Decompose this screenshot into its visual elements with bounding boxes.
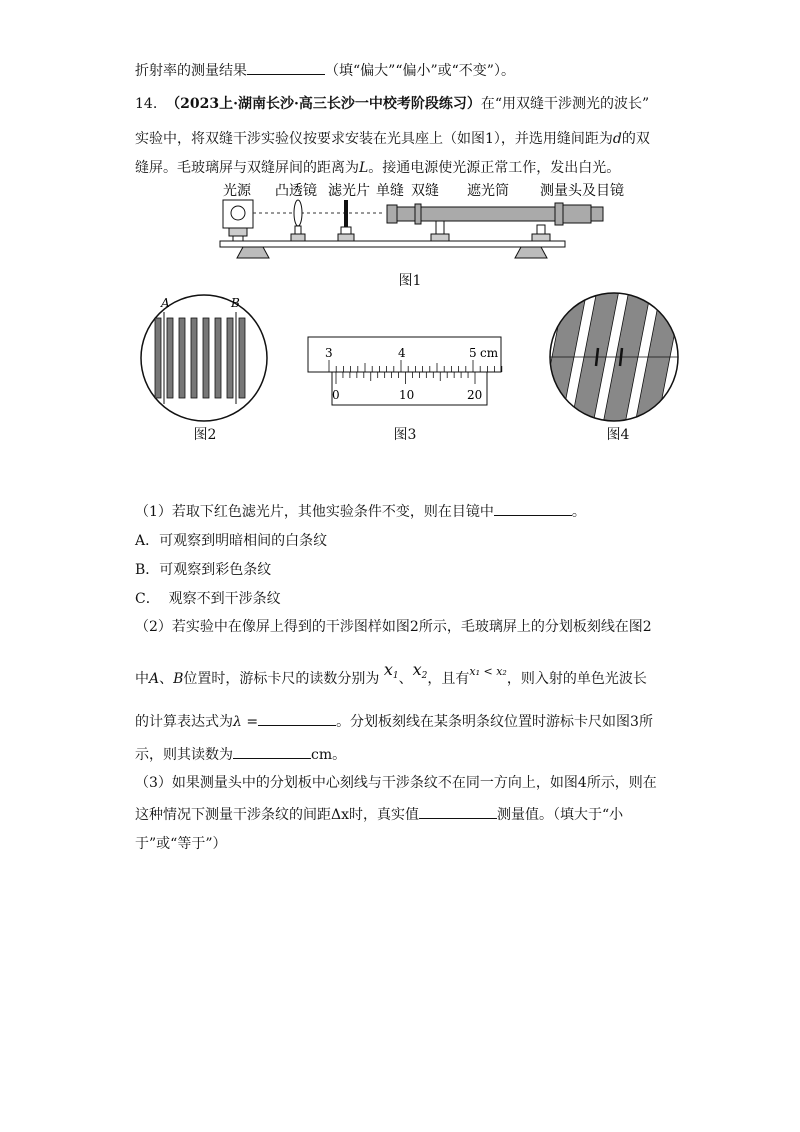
wavelength-formula-blank[interactable] (258, 711, 336, 726)
option-c[interactable] (135, 589, 281, 609)
figure1-apparatus (215, 180, 624, 270)
figure3-caption: 图3 (393, 427, 417, 443)
text: 。接通电源使光源正常工作，发出白光。 (368, 160, 621, 176)
option-letter: A． (135, 533, 160, 549)
text: 示，则其读数为 (135, 747, 233, 763)
text: 在“用双缝干涉测光的波长” (480, 96, 650, 112)
tube-stand-right (537, 225, 545, 234)
text: （3）如果测量头中的分划板中心刻线与干涉条纹不在同一方向上，如图4所示，则在 (135, 775, 657, 791)
text: 缝屏。毛玻璃屏与双缝屏间的距离为 (135, 160, 359, 176)
tube-base-left (431, 234, 449, 241)
text: 测量值。（填大于“小 (497, 807, 624, 823)
question-intro-line (135, 158, 620, 178)
eyepiece-end (591, 207, 603, 221)
x2-sub: 2 (421, 671, 428, 681)
main-scale-number: 3 (325, 346, 333, 360)
source-stand (233, 236, 243, 241)
part3-line (135, 804, 623, 825)
part1-question (135, 501, 586, 522)
text: 的双 (621, 131, 650, 147)
vernier-number: 20 (467, 388, 483, 402)
measuring-head (555, 203, 563, 225)
part3-line (135, 773, 657, 793)
x1-base: x (383, 660, 393, 679)
var-l: L (359, 160, 369, 176)
text: ，且有 (427, 671, 470, 687)
text: 这种情况下测量干涉条纹的间距Δx时，真实值 (135, 807, 420, 823)
text: （1）若取下红色滤光片，其他实验条件不变，则在目镜中 (135, 504, 494, 520)
fringe (227, 318, 233, 398)
main-scale-number: 5 (469, 346, 477, 360)
fig1-label-tube: 遮光筒 (467, 183, 509, 199)
text: 、 (159, 671, 174, 687)
fringe (191, 318, 197, 398)
text: 、 (398, 671, 413, 687)
source-holder (229, 228, 247, 236)
fringe (167, 318, 173, 398)
figure1-caption: 图1 (398, 273, 422, 289)
unit-label: cm (480, 346, 499, 360)
fig1-label-lens: 凸透镜 (275, 183, 317, 199)
text: （2）若实验中在像屏上得到的干涉图样如图2所示，毛玻璃屏上的分划板刻线在图2 (135, 619, 652, 635)
text: 实验中，将双缝干涉实验仪按要求安装在光具座上（如图1），并选用缝间距为 (135, 131, 613, 147)
fig1-label-single-slit: 单缝 (376, 183, 404, 199)
fringe (155, 318, 161, 398)
vernier-number: 0 (332, 388, 340, 402)
label-a: A (161, 296, 170, 310)
label-b: B (231, 296, 240, 310)
lambda-symbol: λ = (233, 714, 259, 730)
fig1-label-double-slit: 双缝 (411, 183, 439, 199)
figure2-interference-pattern (134, 292, 274, 424)
question-source: （2023上·湖南长沙·高三长沙一中校考阶段练习） (166, 96, 481, 112)
option-letter: B． (135, 562, 160, 578)
double-slit-holder (415, 204, 421, 224)
lens-base (291, 234, 305, 241)
option-b[interactable] (135, 560, 271, 580)
option-letter: C． (135, 591, 160, 607)
option-a[interactable] (135, 531, 327, 551)
var-b: B (173, 671, 184, 687)
figure2-caption: 图2 (193, 427, 217, 443)
text: cm。 (311, 747, 347, 763)
fringe (239, 318, 245, 398)
answer-blank[interactable] (494, 501, 572, 516)
answer-blank[interactable] (247, 60, 325, 75)
part2-line (135, 711, 653, 732)
option-text: 可观察到彩色条纹 (159, 562, 272, 578)
x1-sub: 1 (392, 671, 399, 681)
option-text: 观察不到干涉条纹 (168, 591, 281, 607)
filter-stand (341, 227, 351, 234)
text: ，则入射的单色光波长 (506, 671, 647, 687)
filter-base (338, 234, 354, 241)
figure4-tilted-fringes (547, 290, 681, 424)
fringe (203, 318, 209, 398)
tube-base-right (532, 234, 550, 241)
filter-shape (344, 200, 348, 227)
text: （填“偏大”“偏小”或“不变”）。 (325, 63, 515, 79)
figure4-caption: 图4 (606, 427, 630, 443)
question-number: 14. (135, 96, 158, 112)
figure3-vernier-caliper (305, 335, 505, 410)
text: 于”或“等于”） (135, 836, 227, 852)
text: 的计算表达式为 (135, 714, 233, 730)
var-d: d (612, 131, 622, 147)
bench-foot-right (515, 247, 547, 258)
text: 。分划板刻线在某条明条纹位置时游标卡尺如图3所 (336, 714, 653, 730)
vernier-number: 10 (399, 388, 415, 402)
fig1-label-filter: 滤光片 (328, 183, 370, 199)
main-scale-number: 4 (398, 346, 406, 360)
part2-line (135, 660, 647, 694)
option-text: 可观察到明暗相间的白条纹 (159, 533, 328, 549)
var-x2 (413, 660, 428, 679)
eyepiece (563, 205, 591, 223)
reading-blank[interactable] (233, 744, 311, 759)
part2-line (135, 617, 652, 637)
fig1-label-light-source: 光源 (223, 183, 251, 199)
fig1-label-eyepiece: 测量头及目镜 (540, 183, 624, 199)
lens-shape (294, 200, 302, 226)
text: 折射率的测量结果 (135, 63, 247, 79)
single-slit-holder (387, 205, 397, 223)
fringe (179, 318, 185, 398)
tube-stand-left (436, 221, 444, 234)
part3-line (135, 834, 226, 854)
inequality: x₁ < x₂ (469, 665, 507, 678)
bulb-icon (231, 206, 245, 220)
text: 中 (135, 671, 149, 687)
x2-base: x (412, 660, 422, 679)
text: 位置时，游标卡尺的读数分别为 (183, 671, 380, 687)
question-intro-line (135, 129, 650, 149)
var-a: A (149, 671, 160, 687)
compare-blank[interactable] (419, 804, 497, 819)
lens-stand (295, 226, 301, 234)
var-x1 (384, 660, 399, 679)
optical-bench (220, 241, 565, 247)
part2-line (135, 744, 346, 765)
bench-foot-left (237, 247, 269, 258)
previous-question-tail (135, 60, 515, 81)
fringe (215, 318, 221, 398)
text: 。 (571, 504, 586, 520)
question-header (135, 94, 649, 114)
